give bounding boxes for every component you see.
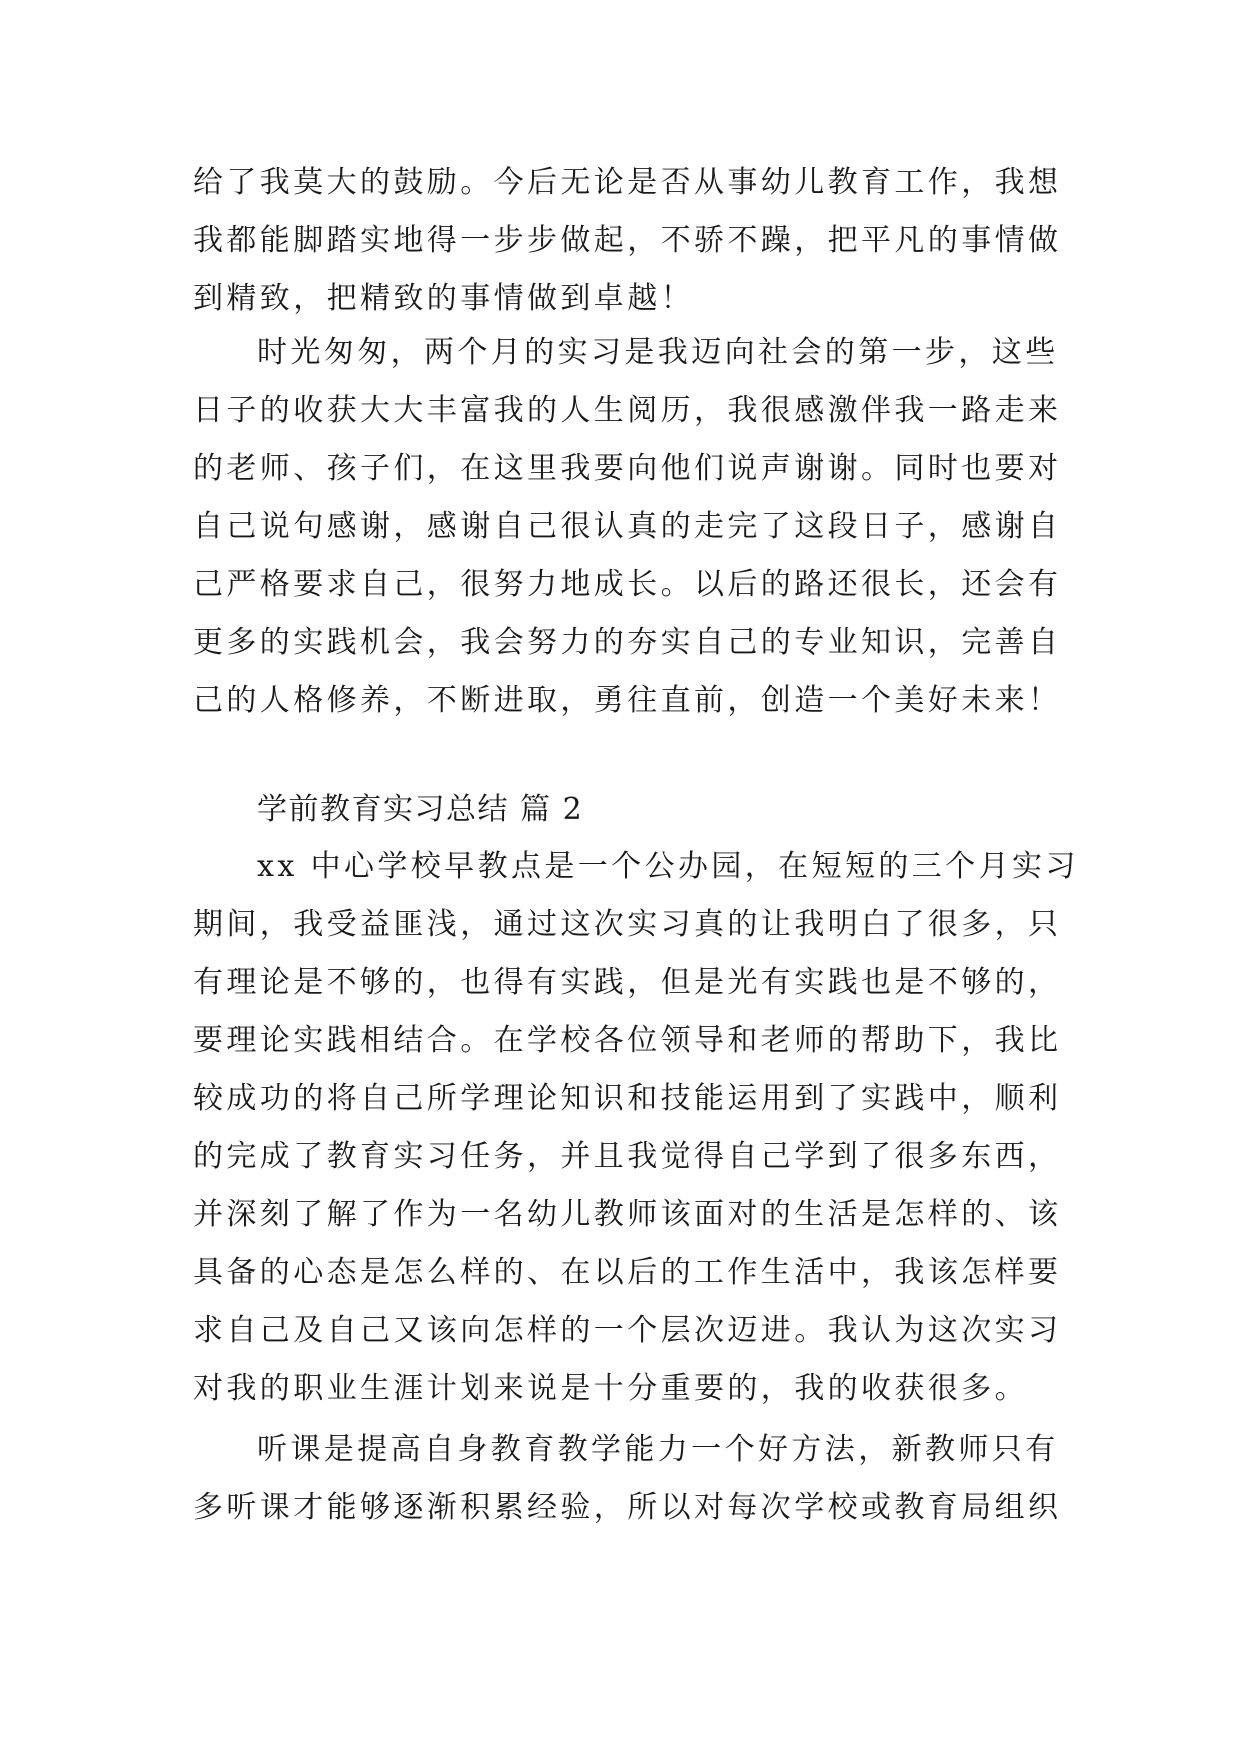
paragraph-line: 对我的职业生涯计划来说是十分重要的，我的收获很多。 xyxy=(193,1371,1028,1406)
paragraph-line: 更多的实践机会，我会努力的夯实自己的专业知识，完善自 xyxy=(193,625,1062,660)
paragraph-line: xx 中心学校早教点是一个公办园，在短短的三个月实习 xyxy=(257,849,1079,884)
paragraph-line: 己严格要求自己，很努力地成长。以后的路还很长，还会有 xyxy=(193,567,1062,602)
paragraph-line: 听课是提高自身教育教学能力一个好方法，新教师只有 xyxy=(257,1432,1059,1467)
paragraph-line: 较成功的将自己所学理论知识和技能运用到了实践中，顺利 xyxy=(193,1081,1062,1116)
paragraph-line: 的老师、孩子们，在这里我要向他们说声谢谢。同时也要对 xyxy=(193,451,1062,486)
paragraph-line: 己的人格修养，不断进取，勇往直前，创造一个美好未来！ xyxy=(193,683,1062,718)
paragraph-line: 期间，我受益匪浅，通过这次实习真的让我明白了很多，只 xyxy=(193,907,1062,942)
paragraph-line: 求自己及自己又该向怎样的一个层次迈进。我认为这次实习 xyxy=(193,1313,1062,1348)
paragraph-line: 自己说句感谢，感谢自己很认真的走完了这段日子，感谢自 xyxy=(193,509,1062,544)
paragraph-line: 我都能脚踏实地得一步步做起，不骄不躁，把平凡的事情做 xyxy=(193,223,1062,258)
paragraph-line: 有理论是不够的，也得有实践，但是光有实践也是不够的， xyxy=(193,965,1062,1000)
section-paragraph-1 xyxy=(193,838,1079,1418)
paragraph-line: 给了我莫大的鼓励。今后无论是否从事幼儿教育工作，我想 xyxy=(193,165,1062,200)
paragraph-line: 日子的收获大大丰富我的人生阅历，我很感激伴我一路走来 xyxy=(193,393,1062,428)
paragraph-line: 的完成了教育实习任务，并且我觉得自己学到了很多东西， xyxy=(193,1139,1062,1174)
section-heading: 学前教育实习总结 篇 2 xyxy=(257,792,584,827)
paragraph-line: 到精致，把精致的事情做到卓越！ xyxy=(193,281,694,316)
paragraph-line: 并深刻了解了作为一名幼儿教师该面对的生活是怎样的、该 xyxy=(193,1197,1062,1232)
paragraph-line: 时光匆匆，两个月的实习是我迈向社会的第一步，这些 xyxy=(257,335,1059,370)
closing-paragraph xyxy=(193,324,1062,730)
paragraph-line: 具备的心态是怎么样的、在以后的工作生活中，我该怎样要 xyxy=(193,1255,1062,1290)
paragraph-line: 要理论实践相结合。在学校各位领导和老师的帮助下，我比 xyxy=(193,1023,1062,1058)
continuation-paragraph xyxy=(193,154,1062,328)
section-paragraph-2 xyxy=(193,1421,1062,1537)
paragraph-line: 多听课才能够逐渐积累经验，所以对每次学校或教育局组织 xyxy=(193,1490,1062,1525)
